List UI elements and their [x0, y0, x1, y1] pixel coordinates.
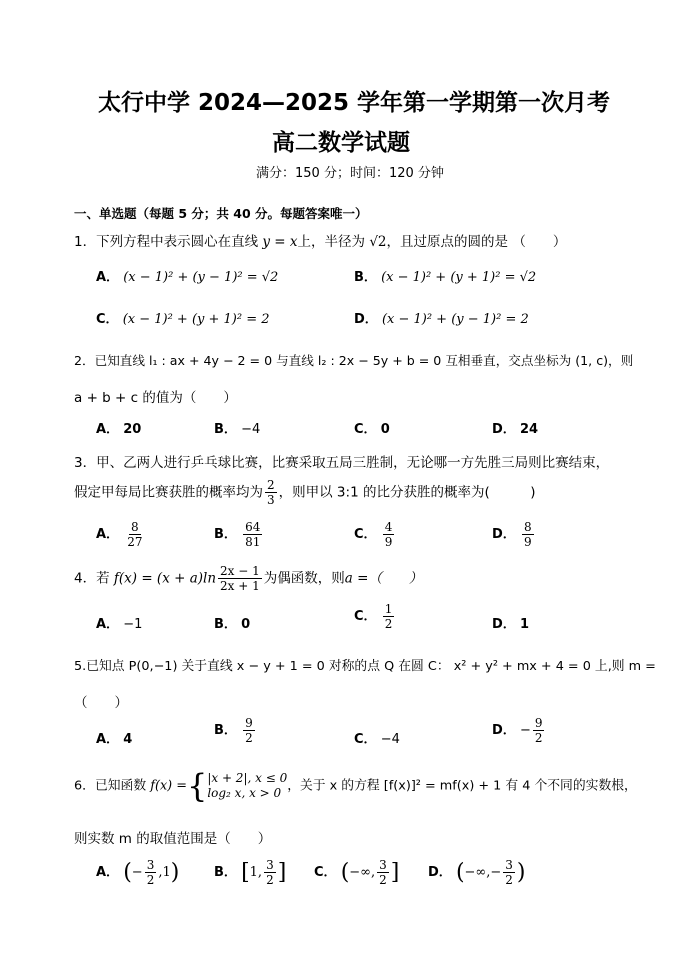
q4-stem-c: a =（ ） [344, 570, 423, 587]
question-5-line2: （ ） [74, 695, 128, 711]
q6-option-b [214, 858, 286, 887]
exam-title-line1: 太行中学 2024—2025 学年第一学期第一次月考 [98, 90, 611, 116]
q3-option-b-fraction [243, 520, 262, 549]
q5-option-c [354, 728, 400, 747]
question-6-stem [74, 767, 637, 805]
q6-b-left: 1, [249, 865, 263, 880]
q6-d-close: ) [516, 860, 526, 885]
q2-option-c-value: 0 [380, 422, 390, 437]
q6-option-a-fraction [145, 858, 157, 887]
q4-option-c [354, 602, 396, 631]
q6-a-open: ( [123, 860, 132, 885]
q4-stem-b: 为偶函数，则 [263, 570, 345, 587]
q1-option-c [96, 308, 270, 327]
q3-option-d-fraction [522, 520, 534, 549]
q3-a-den: 27 [127, 535, 143, 549]
q1-radius: √2 [369, 234, 387, 250]
exam-title-line2: 高二数学试题 [272, 130, 410, 156]
question-1-stem [74, 230, 566, 250]
q4-func: f(x) = (x + a)ln [113, 570, 217, 587]
question-5-line1: 5.已知点 P(0,−1) 关于直线 x − y + 1 = 0 对称的点 Q 在圆 C： x² + y² + mx + 4 = 0 上,则 m = [74, 659, 656, 674]
q6-stem-a: 6．已知函数 [74, 778, 147, 794]
q6-option-a-label: A． [96, 865, 120, 880]
q4-option-b [214, 613, 250, 632]
q4-log-fraction [218, 564, 262, 593]
q5-option-b-fraction [243, 716, 255, 745]
q6-func-name: f(x) = [150, 778, 187, 794]
q1-option-d-expr: (x − 1)² + (y − 1)² = 2 [381, 312, 529, 327]
q3-option-d [492, 520, 536, 549]
q2-option-d-label: D． [492, 422, 516, 437]
q6-a-num: 3 [146, 858, 155, 872]
q6-option-c-label: C． [314, 865, 337, 880]
q3-option-c-label: C． [354, 527, 377, 542]
q5-option-b [214, 716, 257, 745]
q1-option-d [354, 308, 529, 327]
q1-stem-b: 上，半径为 [297, 234, 366, 250]
q6-option-d [428, 858, 526, 887]
q3-option-a-label: A． [96, 527, 120, 542]
q1-option-a-expr: (x − 1)² + (y − 1)² = √2 [123, 270, 279, 285]
q5-option-c-value: −4 [380, 732, 400, 747]
q4-option-a-label: A． [96, 617, 120, 632]
q3-option-b-label: B． [214, 527, 237, 542]
q5-d-den: 2 [534, 731, 543, 745]
q4-option-a-value: −1 [123, 617, 143, 632]
q6-c-left: −∞, [349, 865, 376, 880]
section-heading: 一、单选题（每题 5 分；共 40 分。每题答案唯一） [74, 206, 368, 221]
q1-option-a [96, 266, 278, 285]
question-2-line1: 2．已知直线 l₁ : ax + 4y − 2 = 0 与直线 l₂ : 2x − 5y + b = 0 互相垂直，交点坐标为 (1, c)，则 [74, 353, 634, 368]
q3-p-den: 3 [267, 493, 275, 507]
q3-d-den: 9 [523, 535, 532, 549]
q1-line-eq: y = x [262, 234, 298, 250]
q5-b-num: 9 [245, 716, 253, 730]
q3-c-num: 4 [384, 520, 393, 534]
q1-option-c-label: C． [96, 312, 119, 327]
q2-option-c-label: C． [354, 422, 377, 437]
q4-option-d [492, 613, 529, 632]
q4-f-num: 2x − 1 [220, 564, 260, 578]
q3-probability-fraction [265, 478, 277, 507]
q3-d-num: 8 [523, 520, 532, 534]
q3-b-den: 81 [245, 535, 261, 549]
q5-option-d [492, 716, 546, 745]
q2-option-d-value: 24 [519, 422, 539, 437]
q4-option-b-label: B． [214, 617, 237, 632]
q6-c-open: ( [340, 860, 350, 885]
q6-d-num: 3 [505, 858, 513, 872]
q6-case1: |x + 2|, x ≤ 0 [207, 771, 288, 785]
q5-option-c-label: C． [354, 732, 377, 747]
q6-brace: { [186, 767, 208, 805]
q4-stem-a: 4．若 [74, 570, 110, 587]
q3-option-a [96, 520, 146, 549]
q4-option-b-value: 0 [241, 617, 251, 632]
q6-a-left: − [131, 865, 143, 880]
q2-option-a-label: A． [96, 422, 120, 437]
q6-a-right: ,1 [158, 865, 171, 880]
q2-option-b-label: B． [214, 422, 237, 437]
q5-option-d-sign: − [519, 723, 531, 738]
q2-option-a [96, 418, 141, 437]
q5-option-a [96, 728, 132, 747]
score-info: 满分：150 分；时间：120 分钟 [256, 166, 444, 181]
q6-a-close: ) [170, 860, 180, 885]
q1-option-a-label: A． [96, 270, 120, 285]
q3-a-num: 8 [131, 520, 139, 534]
q3-option-a-fraction [125, 520, 144, 549]
q3-option-c-fraction [383, 520, 395, 549]
q6-b-den: 2 [266, 873, 274, 887]
q6-b-close: ] [277, 860, 287, 885]
q4-option-d-value: 1 [519, 617, 529, 632]
q6-c-close: ] [390, 860, 400, 885]
q6-option-b-label: B． [214, 865, 237, 880]
q6-stem-b: ，关于 x 的方程 [f(x)]² = mf(x) + 1 有 4 个不同的实数根， [287, 778, 637, 794]
q1-option-c-expr: (x − 1)² + (y + 1)² = 2 [122, 312, 270, 327]
q3-option-b [214, 520, 264, 549]
q2-option-b [214, 418, 260, 437]
q1-stem-a: 1．下列方程中表示圆心在直线 [74, 234, 259, 250]
q6-case2: log₂ x, x > 0 [207, 786, 282, 800]
q4-f-den: 2x + 1 [220, 579, 260, 593]
q5-option-a-label: A． [96, 732, 120, 747]
q2-option-b-value: −4 [241, 422, 261, 437]
q6-b-num: 3 [266, 858, 274, 872]
q5-d-num: 9 [534, 716, 543, 730]
q1-stem-c: ，且过原点的圆的是 （ ） [386, 234, 567, 250]
q6-d-den: 2 [505, 873, 513, 887]
q6-option-a [96, 858, 179, 887]
q4-option-a [96, 613, 142, 632]
q3-line2-a: 假定甲每局比赛获胜的概率均为 [74, 484, 263, 501]
q6-b-open: [ [241, 860, 250, 885]
q6-d-open: ( [455, 860, 465, 885]
q6-option-b-fraction [264, 858, 276, 887]
q6-c-den: 2 [379, 873, 387, 887]
q6-piecewise [207, 771, 287, 801]
q2-option-c [354, 418, 390, 437]
question-4-stem [74, 564, 422, 593]
q3-c-den: 9 [384, 535, 393, 549]
q6-option-c [314, 858, 399, 887]
q6-option-d-label: D． [428, 865, 452, 880]
q6-d-left: −∞,− [464, 865, 502, 880]
q6-c-num: 3 [379, 858, 387, 872]
question-2-line2: a + b + c 的值为（ ） [74, 390, 237, 406]
q6-option-d-fraction [503, 858, 515, 887]
question-6-line2: 则实数 m 的取值范围是（ ） [74, 831, 272, 847]
question-3-line1: 3．甲、乙两人进行乒乓球比赛，比赛采取五局三胜制，无论哪一方先胜三局则比赛结束， [74, 455, 610, 471]
q4-option-d-label: D． [492, 617, 516, 632]
question-3-line2 [74, 478, 535, 507]
q3-option-d-label: D． [492, 527, 516, 542]
q5-option-a-value: 4 [123, 732, 133, 747]
q6-option-c-fraction [377, 858, 389, 887]
q6-a-den: 2 [146, 873, 155, 887]
q5-option-b-label: B． [214, 723, 237, 738]
q3-line2-b: ，则甲以 3:1 的比分获胜的概率为( ) [278, 484, 536, 501]
q4-option-c-fraction [383, 602, 395, 631]
q2-option-d [492, 418, 538, 437]
q4-option-c-label: C． [354, 609, 377, 624]
q1-option-b [354, 266, 536, 285]
q2-option-a-value: 20 [123, 422, 142, 437]
q3-b-num: 64 [245, 520, 261, 534]
q1-option-b-expr: (x − 1)² + (y + 1)² = √2 [381, 270, 537, 285]
q5-option-d-fraction [533, 716, 545, 745]
q3-p-num: 2 [267, 478, 275, 492]
q5-option-d-label: D． [492, 723, 516, 738]
q1-option-d-label: D． [354, 312, 378, 327]
q1-option-b-label: B． [354, 270, 377, 285]
q4-c-num: 1 [384, 602, 393, 616]
q5-b-den: 2 [245, 731, 253, 745]
q3-option-c [354, 520, 396, 549]
q4-c-den: 2 [384, 617, 393, 631]
